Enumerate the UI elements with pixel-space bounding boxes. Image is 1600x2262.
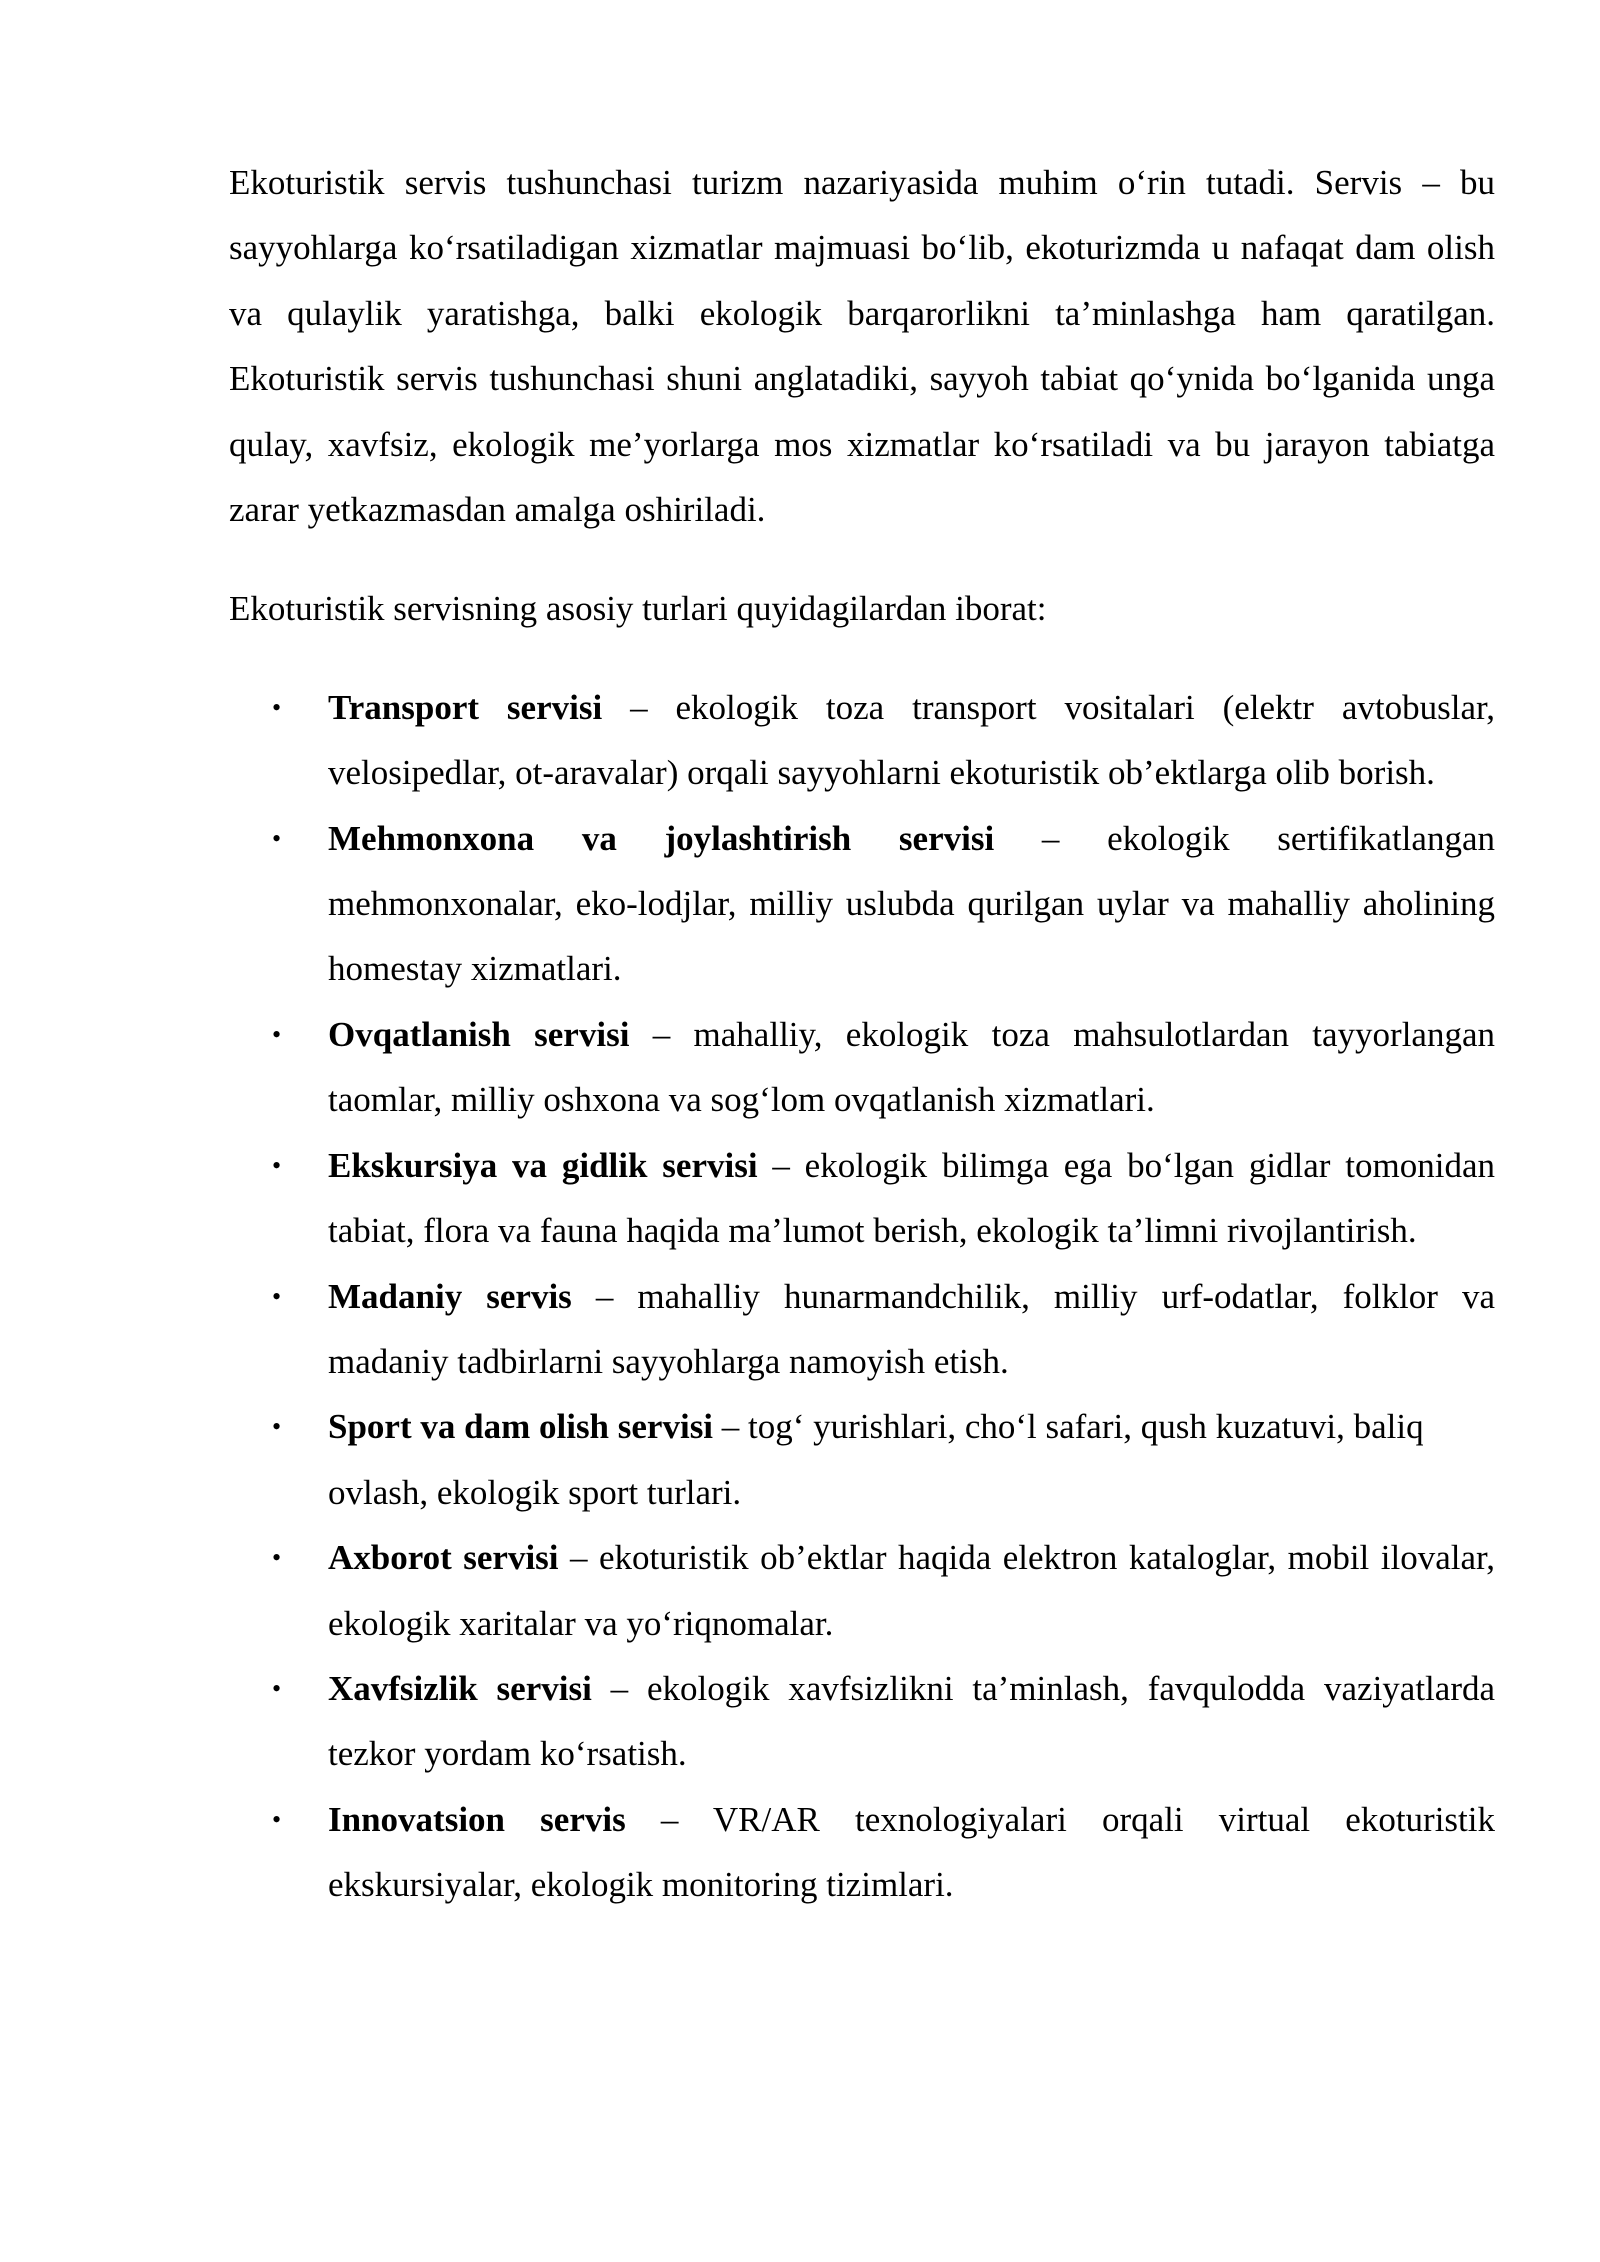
service-description: – ekologik bilimga ega bo‘lgan gidlar tomonidan tabiat, flora va fauna haqida ma’lumot berish, ekologik ta’limni rivojlantirish.: [328, 1145, 1495, 1251]
bullet-icon: •: [272, 692, 282, 722]
definition-paragraph: Ekoturistik servis tushunchasi turizm nazariyasida muhim o‘rin tutadi. Servis – bu sayyohlarga ko‘rsatiladigan xizmatlar majmuasi bo‘lib, ekoturizmda u nafaqat dam olish va qulaylik yaratishga, balki ekologik barqarorlikni ta’minlashga ham qaratilgan. Ekoturistik servis tushunchasi shuni anglatadiki, sayyoh tabiat qo‘ynida bo‘lganida unga qulay, xavfsiz, ekologik me’yorlarga mos xizmatlar ko‘rsatiladi va bu jarayon tabiatga zarar yetkazmasdan amalga oshiriladi.: [229, 163, 1495, 530]
bullet-icon: •: [272, 1673, 282, 1703]
list-item-excursion: [272, 1133, 1495, 1264]
service-description: – VR/AR texnologiyalari orqali virtual ekoturistik ekskursiyalar, ekologik monitoring tizimlari.: [328, 1799, 1495, 1905]
bullet-icon: •: [272, 1019, 282, 1049]
bullet-icon: •: [272, 1412, 282, 1442]
service-term: Axborot servisi: [328, 1538, 559, 1578]
services-intro: Ekoturistik servisning asosiy turlari quyidagilardan iborat:: [229, 589, 1047, 629]
list-item-safety: [272, 1656, 1496, 1787]
service-description: – mahalliy, ekologik toza mahsulotlardan tayyorlangan taomlar, milliy oshxona va sog‘lom ovqatlanish xizmatlari.: [328, 1014, 1495, 1120]
list-item-cultural: [272, 1264, 1495, 1395]
service-term: Mehmonxona va joylashtirish servisi: [328, 818, 995, 858]
list-item-transport: [272, 675, 1495, 806]
bullet-icon: •: [272, 823, 282, 853]
service-description: – ekologik xavfsizlikni ta’minlash, favqulodda vaziyatlarda tezkor yordam ko‘rsatish.: [328, 1668, 1496, 1774]
service-description: – mahalliy hunarmandchilik, milliy urf-odatlar, folklor va madaniy tadbirlarni sayyohlarga namoyish etish.: [328, 1276, 1495, 1381]
list-item-accommodation: [272, 806, 1495, 1002]
services-list: [229, 675, 1495, 1918]
list-item-sport: [272, 1394, 1513, 1525]
service-term: Transport servisi: [328, 687, 603, 727]
list-item-catering: [272, 1002, 1495, 1133]
bullet-icon: •: [272, 1281, 282, 1311]
bullet-icon: •: [272, 1804, 282, 1834]
service-description: – ekologik sertifikatlangan mehmonxonalar, eko-lodjlar, milliy uslubda qurilgan uylar va mahalliy aholining homestay xizmatlari.: [328, 818, 1495, 989]
bullet-icon: •: [272, 1150, 282, 1180]
service-description: – ekologik toza transport vositalari (elektr avtobuslar, velosipedlar, ot-aravalar) orqali sayyohlarni ekoturistik ob’ektlarga olib borish.: [328, 687, 1495, 793]
list-item-innovation: [272, 1787, 1495, 1918]
service-description: – ekoturistik ob’ektlar haqida elektron kataloglar, mobil ilovalar, ekologik xaritalar va yo‘riqnomalar.: [328, 1538, 1495, 1643]
service-description: – tog‘ yurishlari, cho‘l safari, qush kuzatuvi, baliq ovlash, ekologik sport turlari.: [328, 1407, 1424, 1512]
service-term: Ovqatlanish servisi: [328, 1014, 630, 1054]
service-term: Xavfsizlik servisi: [328, 1668, 592, 1708]
service-term: Sport va dam olish servisi: [328, 1407, 714, 1447]
bullet-icon: •: [272, 1543, 282, 1573]
service-term: Innovatsion servis: [328, 1799, 626, 1839]
service-term: Madaniy servis: [328, 1276, 572, 1316]
document-page: [229, 150, 1495, 1918]
service-term: Ekskursiya va gidlik servisi: [328, 1145, 758, 1185]
list-item-information: [272, 1525, 1495, 1656]
